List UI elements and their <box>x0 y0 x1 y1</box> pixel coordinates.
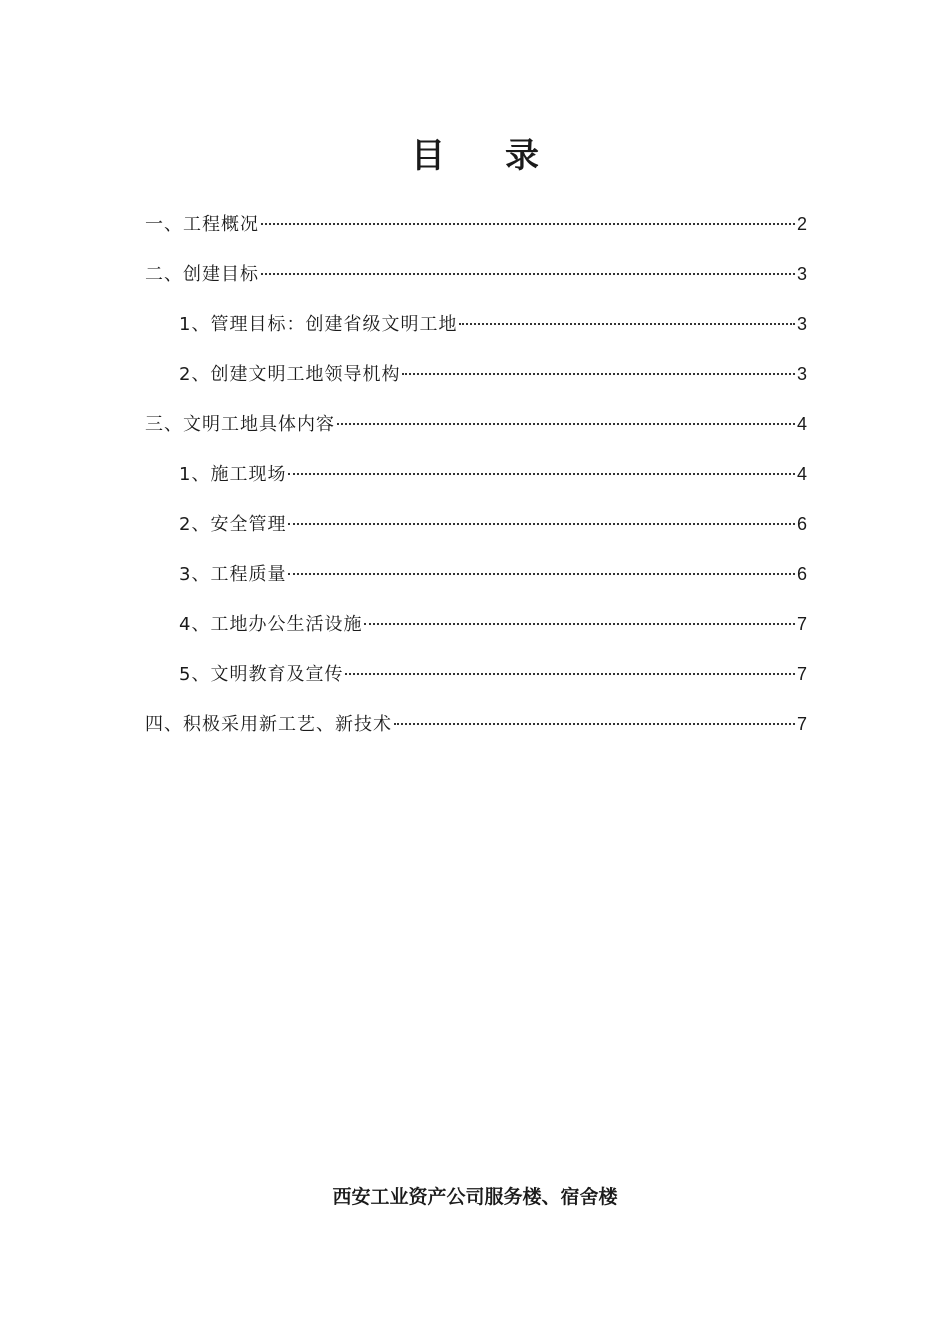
toc-entry-label: 四、积极采用新工艺、新技术 <box>145 714 392 735</box>
toc-entry-label: 5、文明教育及宣传 <box>179 664 344 685</box>
toc-title-char-1: 目 <box>411 136 445 176</box>
toc-entry-label: 1、管理目标：创建省级文明工地 <box>179 314 458 335</box>
document-footer-title: 西安工业资产公司服务楼、宿舍楼 <box>332 1186 618 1208</box>
toc-entry-label: 二、创建目标 <box>145 264 259 285</box>
toc-entry-1[interactable] <box>145 206 807 256</box>
toc-entry-page: 7 <box>796 614 807 634</box>
toc-dot-leader <box>364 623 795 625</box>
toc-entry-3-4[interactable] <box>145 606 807 656</box>
toc-dot-leader <box>288 523 795 525</box>
toc-title <box>0 128 950 177</box>
toc-entry-3-1[interactable] <box>145 456 807 506</box>
table-of-contents <box>145 206 807 756</box>
toc-dot-leader <box>459 323 795 325</box>
toc-entry-label: 2、安全管理 <box>179 514 287 535</box>
toc-dot-leader <box>345 673 795 675</box>
toc-entry-label: 2、创建文明工地领导机构 <box>179 364 401 385</box>
toc-entry-3-5[interactable] <box>145 656 807 706</box>
toc-entry-3[interactable] <box>145 406 807 456</box>
toc-dot-leader <box>288 473 795 475</box>
toc-entry-label: 一、工程概况 <box>145 214 259 235</box>
toc-entry-label: 三、文明工地具体内容 <box>145 414 335 435</box>
toc-entry-label: 1、施工现场 <box>179 464 287 485</box>
toc-entry-page: 4 <box>796 414 807 434</box>
toc-dot-leader <box>394 723 795 725</box>
toc-entry-page: 6 <box>796 514 807 534</box>
toc-entry-label: 3、工程质量 <box>179 564 287 585</box>
toc-dot-leader <box>261 223 795 225</box>
toc-entry-3-3[interactable] <box>145 556 807 606</box>
toc-entry-4[interactable] <box>145 706 807 756</box>
toc-title-char-2: 录 <box>505 136 539 176</box>
toc-entry-page: 3 <box>796 364 807 384</box>
toc-entry-2-2[interactable] <box>145 356 807 406</box>
toc-dot-leader <box>288 573 795 575</box>
toc-entry-2[interactable] <box>145 256 807 306</box>
toc-entry-3-2[interactable] <box>145 506 807 556</box>
toc-dot-leader <box>337 423 795 425</box>
toc-entry-page: 3 <box>796 314 807 334</box>
toc-entry-page: 6 <box>796 564 807 584</box>
toc-entry-page: 2 <box>796 214 807 234</box>
toc-entry-label: 4、工地办公生活设施 <box>179 614 363 635</box>
toc-entry-page: 7 <box>796 714 807 734</box>
toc-entry-page: 7 <box>796 664 807 684</box>
toc-dot-leader <box>402 373 795 375</box>
toc-entry-page: 4 <box>796 464 807 484</box>
toc-entry-page: 3 <box>796 264 807 284</box>
toc-entry-2-1[interactable] <box>145 306 807 356</box>
toc-dot-leader <box>261 273 795 275</box>
